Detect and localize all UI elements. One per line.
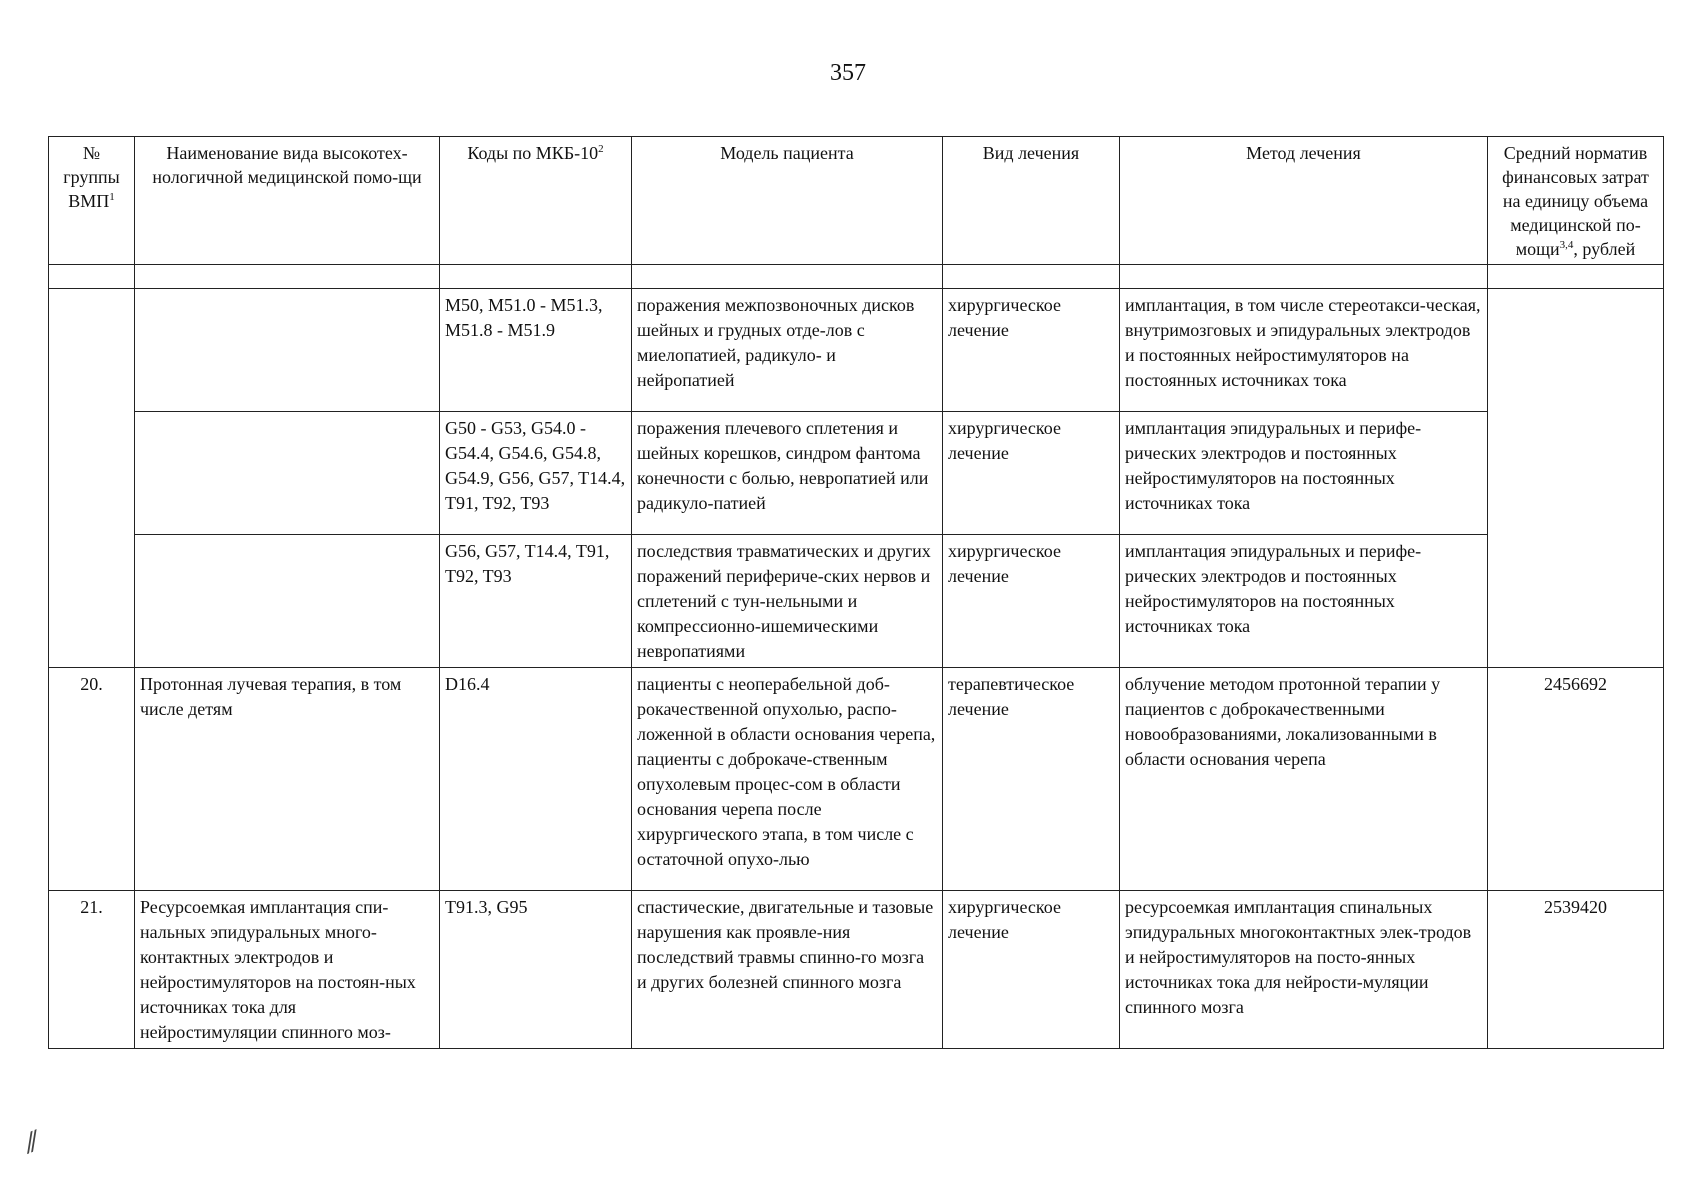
header-treatment-type: Вид лечения <box>943 137 1120 265</box>
treatment-type-cell: хирургическое лечение <box>943 412 1120 535</box>
header-average-cost: Средний норматив финансовых затрат на единицу объема медицинской по-мощи$^{3,4}$, рублей <box>1488 137 1664 265</box>
group-number-cell: 20. <box>49 668 135 891</box>
patient-model-cell: последствия травматических и других поражений перифериче-ских нервов и сплетений с тун-нельными и компрессионно-ишемическими невропатиями <box>632 535 943 668</box>
header-group-number: № группы ВМП$^1$ <box>49 137 135 265</box>
average-cost-cell: 2539420 <box>1488 891 1664 1049</box>
treatment-type-cell: хирургическое лечение <box>943 891 1120 1049</box>
treatment-method-cell: облучение методом протонной терапии у пациентов с доброкачественными новообразованиями, локализованными в области основания черепа <box>1120 668 1488 891</box>
header-patient-model: Модель пациента <box>632 137 943 265</box>
table-row <box>49 289 1664 412</box>
icd-codes-cell: G56, G57, T14.4, T91, T92, T93 <box>440 535 632 668</box>
table-spacer-row <box>49 265 1664 289</box>
treatment-type-cell: хирургическое лечение <box>943 535 1120 668</box>
icd-codes-cell: T91.3, G95 <box>440 891 632 1049</box>
header-care-type-name: Наименование вида высокотех-нологичной медицинской помо-щи <box>135 137 440 265</box>
icd-codes-cell: G50 - G53, G54.0 - G54.4, G54.6, G54.8, G54.9, G56, G57, T14.4, T91, T92, T93 <box>440 412 632 535</box>
table-row <box>49 668 1664 891</box>
group-number-cell <box>49 289 135 668</box>
table-header-row <box>49 137 1664 265</box>
patient-model-cell: пациенты с неоперабельной доб-рокачественной опухолью, распо-ложенной в области основания черепа, пациенты с доброкаче-ственным опухолевым процес-сом в области основания черепа после хирургического этапа, в том числе с остаточной опухо-лью <box>632 668 943 891</box>
treatment-method-cell: имплантация эпидуральных и перифе-рических электродов и постоянных нейростимуляторов на постоянных источниках тока <box>1120 535 1488 668</box>
care-type-name-cell <box>135 535 440 668</box>
header-icd-codes: Коды по МКБ-$10^2$ <box>440 137 632 265</box>
care-type-name-cell <box>135 289 440 412</box>
treatment-method-cell: имплантация, в том числе стереотакси-ческая, внутримозговых и эпидуральных электродов и постоянных нейростимуляторов на постоянных источниках тока <box>1120 289 1488 412</box>
header-treatment-method: Метод лечения <box>1120 137 1488 265</box>
care-type-name-cell: Ресурсоемкая имплантация спи-нальных эпидуральных много-контактных электродов и нейростимуляторов на постоян-ных источниках тока для нейростимуляции спинного моз- <box>135 891 440 1049</box>
patient-model-cell: спастические, двигательные и тазовые нарушения как проявле-ния последствий травмы спинно-го мозга и других болезней спинного мозга <box>632 891 943 1049</box>
group-number-cell: 21. <box>49 891 135 1049</box>
vmp-table <box>48 136 1664 1049</box>
pen-mark: ⁄⁄ <box>22 1127 42 1159</box>
care-type-name-cell <box>135 412 440 535</box>
patient-model-cell: поражения межпозвоночных дисков шейных и грудных отде-лов с миелопатией, радикуло- и нейропатией <box>632 289 943 412</box>
icd-codes-cell: D16.4 <box>440 668 632 891</box>
average-cost-cell: 2456692 <box>1488 668 1664 891</box>
care-type-name-cell: Протонная лучевая терапия, в том числе детям <box>135 668 440 891</box>
treatment-type-cell: хирургическое лечение <box>943 289 1120 412</box>
treatment-method-cell: имплантация эпидуральных и перифе-рических электродов и постоянных нейростимуляторов на постоянных источниках тока <box>1120 412 1488 535</box>
table-row <box>49 412 1664 535</box>
patient-model-cell: поражения плечевого сплетения и шейных корешков, синдром фантома конечности с болью, невропатией или радикуло-патией <box>632 412 943 535</box>
page-number: 357 <box>830 60 866 86</box>
treatment-type-cell: терапевтическое лечение <box>943 668 1120 891</box>
icd-codes-cell: M50, M51.0 - M51.3, M51.8 - M51.9 <box>440 289 632 412</box>
average-cost-cell <box>1488 289 1664 668</box>
table-row <box>49 535 1664 668</box>
table-row <box>49 891 1664 1049</box>
treatment-method-cell: ресурсоемкая имплантация спинальных эпидуральных многоконтактных элек-тродов и нейростимуляторов на посто-янных источниках тока для нейрости-муляции спинного мозга <box>1120 891 1488 1049</box>
